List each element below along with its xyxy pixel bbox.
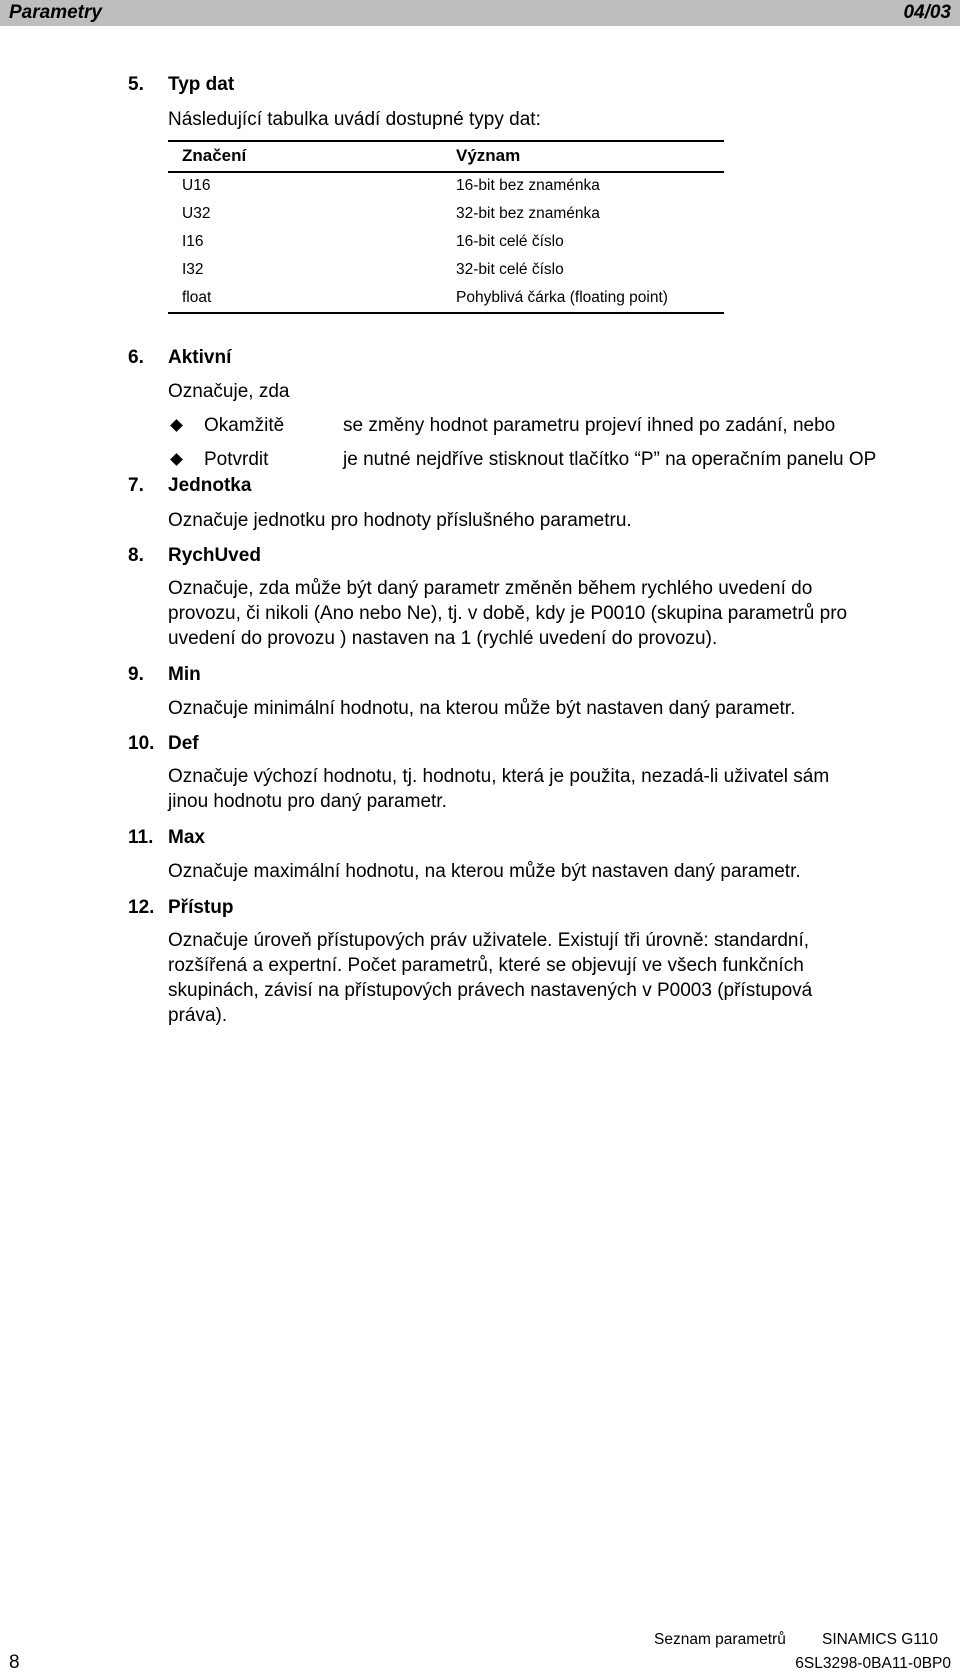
section-12-line: Označuje úroveň přístupových práv uživatele. Existují tři úrovně: standardní,: [168, 930, 810, 951]
section-8-line: uvedení do provozu ) nastaven na 1 (rychlé uvedení do provozu).: [168, 628, 718, 649]
section-8-number: 8.: [128, 545, 144, 566]
section-11-title: Max: [168, 827, 205, 848]
table-row: [168, 255, 724, 283]
footer-product-name: SINAMICS G110: [822, 1631, 939, 1648]
section-8-line: provozu, či nikoli (Ano nebo Ne), tj. v době, kdy je P0010 (skupina parametrů pro: [168, 603, 848, 624]
table-cell-type: I16: [182, 233, 204, 250]
table-cell-type: I32: [182, 261, 204, 278]
footer-page-number: 8: [9, 1652, 20, 1673]
section-12-title: Přístup: [168, 897, 234, 918]
section-11-text: Označuje maximální hodnotu, na kterou může být nastaven daný parametr.: [168, 861, 801, 882]
section-8-title: RychUved: [168, 545, 261, 566]
section-7-title: Jednotka: [168, 475, 252, 496]
section-10-line: Označuje výchozí hodnotu, tj. hodnotu, která je použita, nezadá-li uživatel sám: [168, 766, 830, 787]
section-5-intro: Následující tabulka uvádí dostupné typy dat:: [168, 109, 541, 130]
table-row: [168, 199, 724, 227]
section-10-line: jinou hodnotu pro daný parametr.: [168, 791, 447, 812]
section-9-number: 9.: [128, 664, 144, 685]
table-header-meaning: Význam: [456, 146, 521, 165]
section-7-text: Označuje jednotku pro hodnoty příslušného parametru.: [168, 510, 632, 531]
section-5-number: 5.: [128, 74, 144, 95]
table-cell-meaning: 32-bit bez znaménka: [456, 205, 600, 222]
bullet-term-confirm: Potvrdit: [204, 449, 269, 470]
section-6-title: Aktivní: [168, 347, 232, 368]
section-9-title: Min: [168, 664, 201, 685]
bullet-diamond-icon: [170, 453, 183, 466]
table-row: [168, 171, 724, 199]
table-cell-meaning: 16-bit bez znaménka: [456, 177, 600, 194]
bullet-desc-confirm: je nutné nejdříve stisknout tlačítko “P” na operačním panelu OP: [343, 449, 877, 470]
table-row: [168, 283, 724, 311]
section-6-intro: Označuje, zda: [168, 381, 290, 402]
footer-order-code: 6SL3298-0BA11-0BP0: [795, 1655, 951, 1672]
section-11-number: 11.: [128, 827, 154, 848]
section-7-number: 7.: [128, 475, 144, 496]
table-cell-meaning: Pohyblivá čárka (floating point): [456, 289, 668, 306]
header-title: Parametry: [9, 2, 102, 23]
table-header-designation: Značení: [182, 146, 247, 165]
section-10-number: 10.: [128, 733, 155, 754]
page-header: [0, 0, 960, 26]
table-row: [168, 227, 724, 255]
header-date: 04/03: [903, 2, 951, 23]
section-9-text: Označuje minimální hodnotu, na kterou může být nastaven daný parametr.: [168, 698, 796, 719]
section-6-number: 6.: [128, 347, 144, 368]
table-cell-type: U32: [182, 205, 211, 222]
section-8-text: [168, 576, 908, 651]
bullet-diamond-icon: [170, 419, 183, 432]
bullet-term-immediately: Okamžitě: [204, 415, 285, 436]
table-bottom-rule: [168, 312, 724, 314]
section-10-text: [168, 764, 908, 814]
section-12-number: 12.: [128, 897, 155, 918]
section-12-line: skupinách, závisí na přístupových právech nastavených v P0003 (přístupová: [168, 980, 813, 1001]
section-5-title: Typ dat: [168, 74, 235, 95]
footer-manual-title: Seznam parametrů: [654, 1631, 786, 1648]
section-12-line: rozšířená a expertní. Počet parametrů, které se objevují ve všech funkčních: [168, 955, 804, 976]
table-cell-meaning: 16-bit celé číslo: [456, 233, 564, 250]
section-12-line: práva).: [168, 1005, 228, 1026]
bullet-desc-immediately: se změny hodnot parametru projeví ihned po zadání, nebo: [343, 415, 836, 436]
table-cell-type: float: [182, 289, 212, 306]
section-10-title: Def: [168, 733, 199, 754]
table-cell-meaning: 32-bit celé číslo: [456, 261, 564, 278]
section-12-text: [168, 928, 908, 1028]
data-types-table: [168, 140, 724, 311]
table-header-row: [168, 140, 724, 171]
table-cell-type: U16: [182, 177, 211, 194]
section-8-line: Označuje, zda může být daný parametr změněn během rychlého uvedení do: [168, 578, 813, 599]
